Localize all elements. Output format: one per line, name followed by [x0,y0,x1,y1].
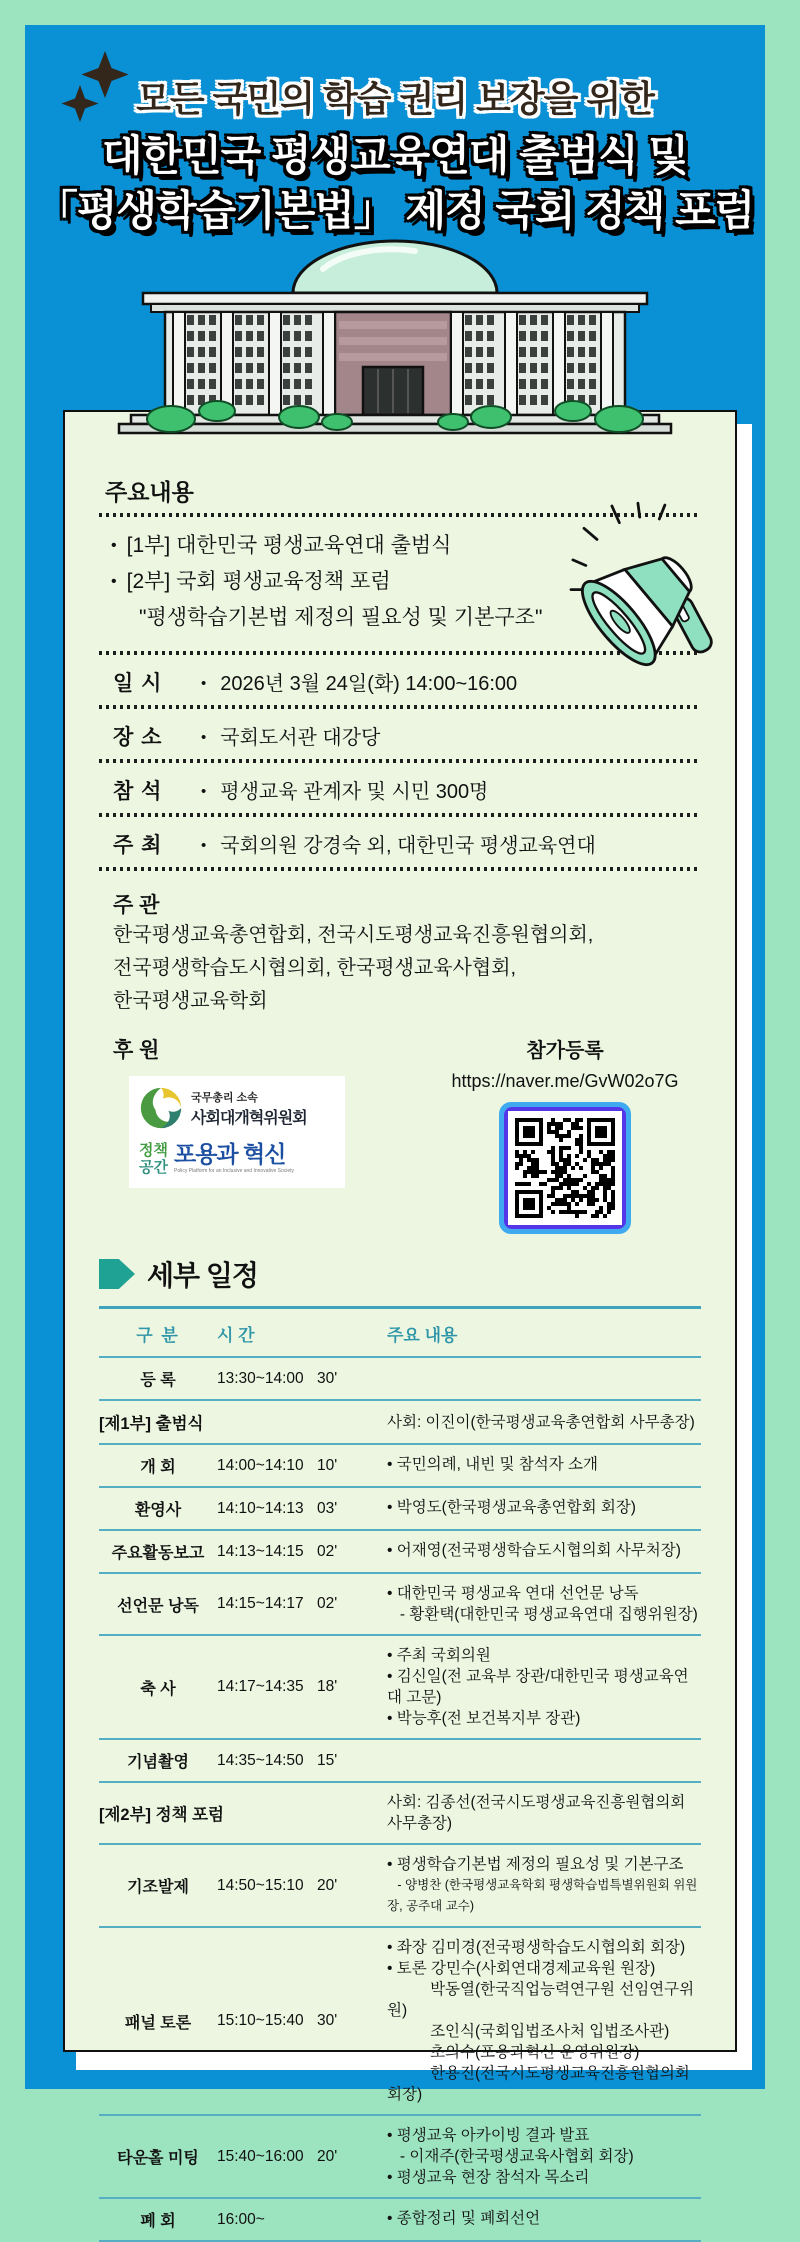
schedule-content-line: • 좌장 김미경(전국평생학습도시협의회 회장) [387,1939,686,1956]
schedule-row-duration: 20' [317,2147,338,2165]
overview-item: • [2부] 국회 평생교육정책 포럼 [111,570,391,593]
committee-swirl-icon [139,1086,183,1130]
schedule-content-line: - 황환택(대한민국 평생교육연대 집행위원장) [387,1606,698,1623]
schedule-row [99,2199,701,2242]
poster-title-line1: 대한민국 평생교육연대 출범식 및 [101,132,688,179]
schedule-row [99,1488,701,1531]
schedule-content-line: • 평생교육 아카이빙 결과 발표 [387,2127,590,2144]
registration-label: 참가등록 [526,1040,604,1062]
policy-word-bottom: 공간 [139,1159,168,1176]
sponsor-block [99,1034,429,1234]
schedule-content-line: 박동열(한국직업능력연구원 선임연구위원) [387,1981,695,2019]
schedule-row-time: 14:13~14:15 [217,1542,304,1560]
schedule-row-duration: 18' [317,1678,338,1695]
committee-logo [139,1086,337,1130]
overview-subnote: "평생학습기본법 제정의 필요성 및 기본구조" [139,606,543,629]
schedule-row-label: 기조발제 [127,1879,189,1896]
schedule-row-label: 주요활동보고 [111,1545,205,1562]
schedule-row [99,1358,701,1401]
schedule-row-duration: 03' [317,1499,338,1517]
info-row-host: 주 최 • 국회의원 강경숙 외, 대한민국 평생교육연대 [113,834,596,857]
sponsor-registration-row [99,1034,701,1234]
bullet-dot: • [111,573,117,590]
schedule-row-duration: 20' [317,1876,338,1894]
schedule-row-time: 14:00~14:10 [217,1456,304,1474]
info-row-place: 장 소 • 국회도서관 대강당 [113,726,381,749]
poster-tagline: 모든 국민의 학습 권리 보장을 위한 [136,78,654,119]
organizer-line: 한국평생교육학회 [113,990,268,1012]
sponsor-logos [129,1076,345,1188]
committee-name: 사회대개혁위원회 [191,1109,307,1127]
registration-url-link[interactable]: https://naver.me/GvW02o7G [451,1071,679,1091]
schedule-row-label: 개 회 [140,1459,176,1476]
schedule-row-duration: 10' [317,1456,338,1474]
schedule-row-time: 13:30~14:00 [217,1369,304,1387]
policy-platform-subtitle: Policy Platform for an Inclusive and Innovative Society [173,1168,295,1174]
schedule-heading: 세부 일정 [147,1260,258,1291]
megaphone-illustration [571,498,729,698]
bullet-dot: • [201,837,207,854]
schedule-row-label: 폐 회 [140,2213,176,2230]
column-header-content: 주요 내용 [387,1326,458,1345]
schedule-row [99,1531,701,1574]
policy-platform-logo [139,1142,337,1176]
bullet-dot: • [111,537,117,554]
bullet-dot: • [201,729,207,746]
national-assembly-illustration [85,229,705,449]
schedule-content-line: • 국민의례, 내빈 및 참석자 소개 [387,1456,598,1473]
schedule-row [99,1928,701,2116]
info-row-datetime: 일 시 • 2026년 3월 24일(화) 14:00~16:00 [113,672,518,695]
schedule-row-label: 타운홀 미팅 [117,2150,199,2167]
schedule-row-time: 14:15~14:17 [217,1595,304,1612]
schedule-content-line: • 평생교육 현장 참석자 목소리 [387,2169,590,2186]
organizer-line: 한국평생교육총연합회, 전국시도평생교육진흥원협의회, [113,924,594,946]
schedule-row-content [359,1854,701,1917]
schedule-row-label: 등 록 [140,1372,176,1389]
schedule-content-line: • 주최 국회의원 [387,1647,491,1664]
schedule-row-label: 패널 토론 [124,2014,192,2032]
schedule-content-line: • 김신일(전 교육부 장관/대한민국 평생교육연대 고문) [387,1668,689,1706]
schedule-row-duration: 15' [317,1751,338,1769]
schedule-row-content [359,1367,701,1390]
schedule-content-line: • 박영도(한국평생교육총연합회 회장) [387,1499,636,1516]
schedule-header [99,1254,701,1294]
schedule-column-header [99,1309,701,1358]
organizer-line: 전국평생학습도시협의회, 한국평생교육사협회, [113,957,517,979]
column-header-category: 구 분 [136,1326,180,1345]
schedule-row-content [359,1937,701,2105]
schedule-row-time: 14:35~14:50 [217,1751,304,1769]
organizer-block [113,889,701,1018]
arrow-right-icon [99,1259,135,1289]
schedule-row [99,1845,701,1928]
schedule-row-time: 15:40~16:00 [217,2147,304,2165]
schedule-row-duration: 30' [317,1369,338,1387]
schedule-row-label: 기념촬영 [127,1754,189,1771]
schedule-content-line: • 박능후(전 보건복지부 장관) [387,1710,581,1727]
schedule-section-row [99,1401,701,1445]
column-header-time: 시 간 [217,1326,255,1345]
policy-word-top: 정책 [139,1142,168,1159]
schedule-row-time: 14:17~14:35 [217,1678,304,1695]
overview-item: • [1부] 대한민국 평생교육연대 출범식 [111,534,452,557]
schedule-row-label: 환영사 [134,1502,182,1519]
schedule-content-line: 조인식(국회입법조사처 입법조사관) [387,2023,670,2040]
schedule-content-line: • 토론 강민수(사회연대경제교육원 원장) [387,1960,656,1977]
schedule-section-content [359,1412,701,1433]
schedule-content-line: 사회: 김종선(전국시도평생교육진흥원협의회 사무총장) [387,1794,690,1832]
schedule-row-content [359,1583,701,1625]
schedule-row [99,1574,701,1636]
schedule-content-line: 한용진(전국시도평생교육진흥원협의회 회장) [387,2065,695,2103]
schedule-row [99,1445,701,1488]
schedule-content-line: - 이재주(한국평생교육사협회 회장) [387,2148,634,2165]
schedule-row-content [359,1749,701,1772]
qr-code-pattern [515,1118,615,1218]
schedule-row-label: 선언문 낭독 [117,1597,199,1615]
schedule-row-duration: 02' [317,1542,338,1560]
schedule-content-line: • 평생학습기본법 제정의 필요성 및 기본구조 [387,1856,684,1873]
overview-heading: 주요내용 [105,479,194,505]
schedule-row-label: 축 사 [140,1680,176,1698]
bullet-dot: • [201,783,207,800]
info-row-attendees: 참 석 • 평생교육 관계자 및 시민 300명 [113,780,489,803]
schedule-section-row [99,1783,701,1845]
poster-title-line2: 「평생학습기본법」 제정 국회 정책 포럼 [35,187,755,234]
committee-affiliation: 국무총리 소속 [191,1091,258,1104]
registration-block [429,1034,701,1234]
schedule-content-line: • 대한민국 평생교육 연대 선언문 낭독 [387,1585,639,1602]
content-card [63,410,737,2230]
schedule-row-duration: 30' [317,2012,338,2029]
schedule-row [99,1740,701,1783]
policy-platform-name: 포용과 혁신 [173,1141,286,1167]
sponsor-label: 후 원 [113,1039,160,1062]
schedule-section-label: [제2부] 정책 포럼 [99,1806,224,1824]
schedule-row-content [359,2125,701,2188]
schedule-content-line: 초의수(포용과혁신 운영위원장) [387,2044,640,2061]
schedule-row-content [359,2208,701,2231]
bullet-dot: • [201,675,207,692]
schedule-row [99,1636,701,1740]
schedule-row-duration: 02' [317,1595,338,1612]
schedule-row-time: 14:50~15:10 [217,1876,304,1894]
schedule-section-label: [제1부] 출범식 [99,1415,204,1433]
schedule-content-line: - 양병찬 (한국평생교육학회 평생학습법특별위원회 위원장, 공주대 교수) [387,1878,698,1913]
poster-background [25,25,765,2230]
schedule-row-content [359,1645,701,1729]
qr-code[interactable] [499,1102,631,1234]
organizer-label: 주 관 [113,894,160,917]
schedule-row-time: 14:10~14:13 [217,1499,304,1517]
schedule-section-content [359,1792,701,1834]
schedule-content-line: 사회: 이진이(한국평생교육총연합회 사무총장) [387,1413,695,1431]
schedule-table [99,1358,701,2242]
schedule-row-time: 15:10~15:40 [217,2012,304,2029]
schedule-row-content [359,1497,701,1520]
schedule-row [99,2116,701,2199]
dotted-divider [99,867,701,871]
schedule-row-content [359,1540,701,1563]
schedule-row-content [359,1454,701,1477]
schedule-content-line: • 어재영(전국평생학습도시협의회 사무처장) [387,1542,681,1559]
schedule-content-line: • 종합정리 및 폐회선언 [387,2210,541,2227]
schedule-row-time: 16:00~ [217,2210,265,2228]
